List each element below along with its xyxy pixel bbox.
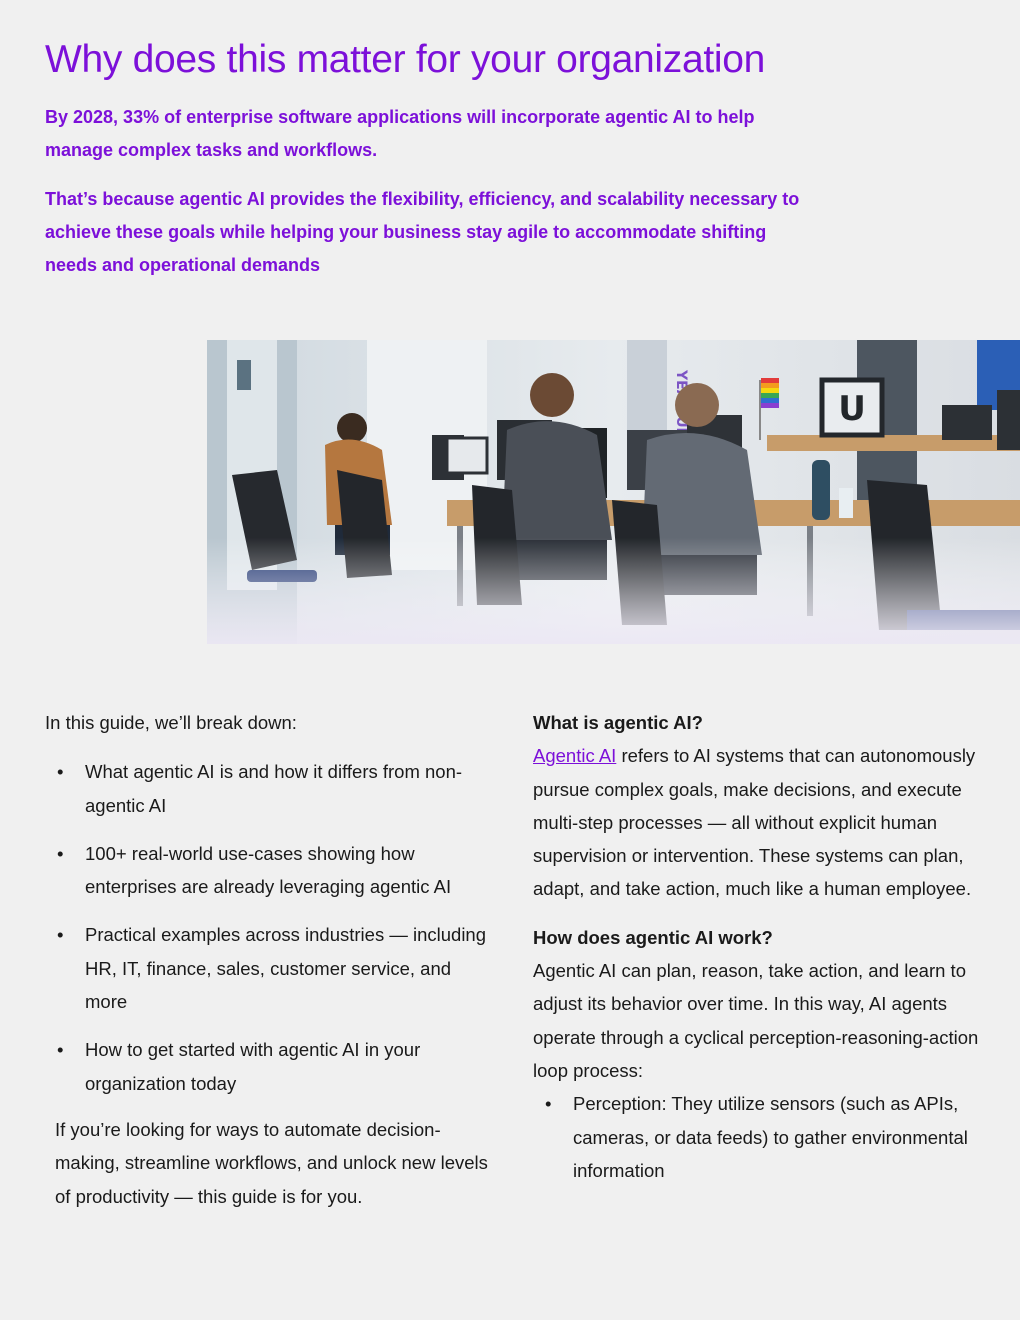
list-item: • What agentic AI is and how it differs from non-agentic AI: [45, 755, 495, 822]
office-photo: [207, 340, 1020, 644]
bullet-icon: •: [57, 924, 64, 946]
guide-lead: In this guide, we’ll break down:: [45, 712, 297, 733]
list-item: • Practical examples across industries — including HR, IT, finance, sales, customer service, and more: [45, 918, 495, 1018]
list-item: • 100+ real-world use-cases showing how enterprises are already leveraging agentic AI: [45, 837, 495, 904]
agentic-ai-link[interactable]: Agentic AI: [533, 745, 617, 767]
loop-bullet-list: [533, 1087, 983, 1187]
bullet-icon: •: [57, 761, 64, 783]
what-is-heading: What is agentic AI?: [533, 712, 703, 733]
closing-paragraph: If you’re looking for ways to automate decision-making, streamline workflows, and unlock new levels of productivity — this guide is for you.: [55, 1118, 488, 1207]
intro-paragraph-1: By 2028, 33% of enterprise software applications will incorporate agentic AI to help manage complex tasks and workflows.: [45, 107, 755, 160]
list-item: • How to get started with agentic AI in your organization today: [45, 1033, 495, 1100]
intro-paragraph-2: That’s because agentic AI provides the flexibility, efficiency, and scalability necessary to achieve these goals while helping your business stay agile to accommodate shifting needs and operational demands: [45, 189, 800, 275]
definition-paragraph: Agentic AI refers to AI systems that can autonomously pursue complex goals, make decisions, and execute multi-step processes — all without explicit human supervision or intervention. These systems can plan, adapt, and take action, much like a human employee.: [533, 745, 976, 900]
page-title: Why does this matter for your organization: [45, 38, 766, 81]
left-column: [45, 706, 495, 1213]
list-item: • Perception: They utilize sensors (such as APIs, cameras, or data feeds) to gather environmental information: [533, 1087, 983, 1187]
guide-bullet-list: [45, 755, 495, 1100]
bullet-icon: •: [57, 842, 64, 864]
bullet-icon: •: [57, 1039, 64, 1061]
right-column: [533, 706, 983, 1202]
how-it-works-heading: How does agentic AI work?: [533, 926, 773, 948]
how-it-works-paragraph: Agentic AI can plan, reason, take action, and learn to adjust its behavior over time. In this way, AI agents operate through a cyclical perception-reasoning-action loop process:: [533, 960, 979, 1081]
bullet-icon: •: [545, 1093, 552, 1115]
